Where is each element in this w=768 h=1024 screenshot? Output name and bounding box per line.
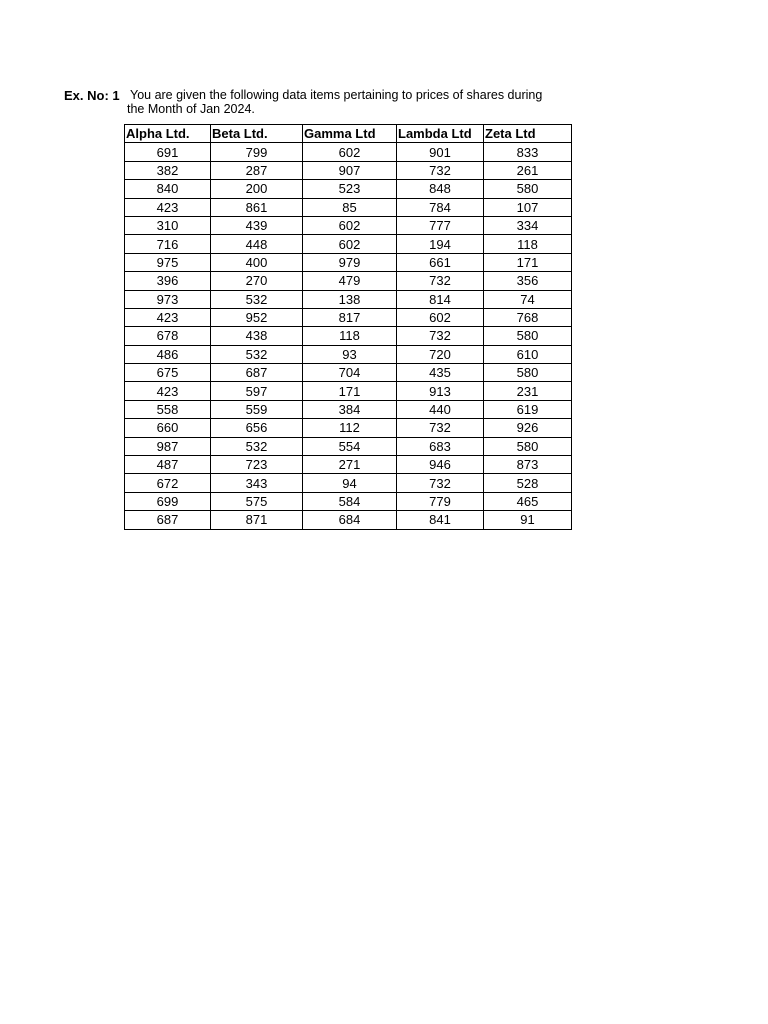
cell-zeta-price: 107 [484, 198, 572, 216]
column-header-zeta: Zeta Ltd [484, 125, 572, 143]
table-row [125, 492, 572, 510]
cell-beta-price: 287 [211, 161, 303, 179]
cell-alpha-price: 396 [125, 272, 211, 290]
cell-alpha-price: 716 [125, 235, 211, 253]
cell-lambda-price: 661 [397, 253, 484, 271]
cell-lambda-price: 440 [397, 400, 484, 418]
table-row [125, 400, 572, 418]
cell-gamma-price: 112 [303, 419, 397, 437]
table-row [125, 511, 572, 529]
table-row [125, 474, 572, 492]
cell-lambda-price: 779 [397, 492, 484, 510]
cell-zeta-price: 356 [484, 272, 572, 290]
cell-lambda-price: 602 [397, 308, 484, 326]
cell-beta-price: 532 [211, 437, 303, 455]
table-row [125, 456, 572, 474]
cell-zeta-price: 528 [484, 474, 572, 492]
cell-lambda-price: 435 [397, 364, 484, 382]
table-row [125, 419, 572, 437]
cell-zeta-price: 580 [484, 437, 572, 455]
cell-lambda-price: 732 [397, 419, 484, 437]
exercise-intro [127, 88, 567, 116]
cell-alpha-price: 678 [125, 327, 211, 345]
table-row [125, 308, 572, 326]
cell-beta-price: 448 [211, 235, 303, 253]
cell-alpha-price: 423 [125, 198, 211, 216]
cell-beta-price: 597 [211, 382, 303, 400]
cell-gamma-price: 554 [303, 437, 397, 455]
cell-alpha-price: 486 [125, 345, 211, 363]
cell-alpha-price: 310 [125, 216, 211, 234]
cell-lambda-price: 841 [397, 511, 484, 529]
cell-beta-price: 687 [211, 364, 303, 382]
cell-zeta-price: 261 [484, 161, 572, 179]
cell-alpha-price: 675 [125, 364, 211, 382]
table-row [125, 327, 572, 345]
cell-alpha-price: 987 [125, 437, 211, 455]
table-row [125, 235, 572, 253]
cell-beta-price: 200 [211, 180, 303, 198]
table-row [125, 364, 572, 382]
cell-gamma-price: 171 [303, 382, 397, 400]
cell-alpha-price: 558 [125, 400, 211, 418]
share-prices-table [124, 124, 572, 530]
cell-alpha-price: 487 [125, 456, 211, 474]
cell-beta-price: 575 [211, 492, 303, 510]
cell-alpha-price: 975 [125, 253, 211, 271]
cell-lambda-price: 732 [397, 474, 484, 492]
cell-beta-price: 952 [211, 308, 303, 326]
cell-zeta-price: 926 [484, 419, 572, 437]
cell-gamma-price: 704 [303, 364, 397, 382]
cell-beta-price: 439 [211, 216, 303, 234]
cell-alpha-price: 423 [125, 308, 211, 326]
column-header-gamma: Gamma Ltd [303, 125, 397, 143]
cell-zeta-price: 334 [484, 216, 572, 234]
cell-zeta-price: 465 [484, 492, 572, 510]
cell-beta-price: 799 [211, 143, 303, 161]
table-row [125, 180, 572, 198]
cell-alpha-price: 691 [125, 143, 211, 161]
cell-gamma-price: 817 [303, 308, 397, 326]
cell-zeta-price: 118 [484, 235, 572, 253]
table-row [125, 161, 572, 179]
cell-gamma-price: 479 [303, 272, 397, 290]
cell-zeta-price: 619 [484, 400, 572, 418]
cell-alpha-price: 672 [125, 474, 211, 492]
cell-zeta-price: 580 [484, 180, 572, 198]
cell-gamma-price: 602 [303, 143, 397, 161]
cell-lambda-price: 913 [397, 382, 484, 400]
table-header-row [125, 125, 572, 143]
cell-gamma-price: 93 [303, 345, 397, 363]
cell-gamma-price: 684 [303, 511, 397, 529]
intro-line-2: the Month of Jan 2024. [127, 102, 255, 116]
cell-alpha-price: 687 [125, 511, 211, 529]
cell-gamma-price: 907 [303, 161, 397, 179]
cell-zeta-price: 873 [484, 456, 572, 474]
cell-alpha-price: 660 [125, 419, 211, 437]
cell-zeta-price: 74 [484, 290, 572, 308]
table-row [125, 143, 572, 161]
cell-lambda-price: 683 [397, 437, 484, 455]
cell-beta-price: 532 [211, 290, 303, 308]
table-row [125, 216, 572, 234]
table-row [125, 253, 572, 271]
cell-gamma-price: 85 [303, 198, 397, 216]
cell-lambda-price: 946 [397, 456, 484, 474]
cell-beta-price: 559 [211, 400, 303, 418]
cell-zeta-price: 91 [484, 511, 572, 529]
cell-gamma-price: 584 [303, 492, 397, 510]
cell-alpha-price: 423 [125, 382, 211, 400]
table-row [125, 290, 572, 308]
cell-zeta-price: 833 [484, 143, 572, 161]
cell-gamma-price: 138 [303, 290, 397, 308]
cell-gamma-price: 523 [303, 180, 397, 198]
column-header-beta: Beta Ltd. [211, 125, 303, 143]
table-row [125, 198, 572, 216]
cell-beta-price: 861 [211, 198, 303, 216]
table-body [125, 143, 572, 529]
exercise-label: Ex. No: 1 [64, 88, 120, 103]
cell-gamma-price: 602 [303, 235, 397, 253]
cell-beta-price: 871 [211, 511, 303, 529]
table-row [125, 272, 572, 290]
cell-beta-price: 656 [211, 419, 303, 437]
cell-zeta-price: 768 [484, 308, 572, 326]
cell-gamma-price: 118 [303, 327, 397, 345]
cell-alpha-price: 382 [125, 161, 211, 179]
table-row [125, 382, 572, 400]
cell-lambda-price: 901 [397, 143, 484, 161]
cell-lambda-price: 814 [397, 290, 484, 308]
cell-zeta-price: 231 [484, 382, 572, 400]
cell-beta-price: 270 [211, 272, 303, 290]
intro-line-1: You are given the following data items pertaining to prices of shares during [130, 88, 543, 102]
cell-lambda-price: 777 [397, 216, 484, 234]
cell-alpha-price: 840 [125, 180, 211, 198]
cell-gamma-price: 602 [303, 216, 397, 234]
cell-gamma-price: 94 [303, 474, 397, 492]
cell-zeta-price: 580 [484, 327, 572, 345]
cell-alpha-price: 699 [125, 492, 211, 510]
cell-lambda-price: 732 [397, 327, 484, 345]
cell-zeta-price: 580 [484, 364, 572, 382]
cell-lambda-price: 732 [397, 161, 484, 179]
cell-beta-price: 343 [211, 474, 303, 492]
cell-lambda-price: 848 [397, 180, 484, 198]
cell-alpha-price: 973 [125, 290, 211, 308]
cell-gamma-price: 271 [303, 456, 397, 474]
table-row [125, 345, 572, 363]
cell-beta-price: 723 [211, 456, 303, 474]
cell-gamma-price: 384 [303, 400, 397, 418]
cell-beta-price: 400 [211, 253, 303, 271]
cell-beta-price: 438 [211, 327, 303, 345]
cell-zeta-price: 171 [484, 253, 572, 271]
cell-lambda-price: 194 [397, 235, 484, 253]
cell-lambda-price: 732 [397, 272, 484, 290]
cell-gamma-price: 979 [303, 253, 397, 271]
cell-lambda-price: 784 [397, 198, 484, 216]
cell-lambda-price: 720 [397, 345, 484, 363]
cell-beta-price: 532 [211, 345, 303, 363]
column-header-lambda: Lambda Ltd [397, 125, 484, 143]
table-row [125, 437, 572, 455]
cell-zeta-price: 610 [484, 345, 572, 363]
column-header-alpha: Alpha Ltd. [125, 125, 211, 143]
